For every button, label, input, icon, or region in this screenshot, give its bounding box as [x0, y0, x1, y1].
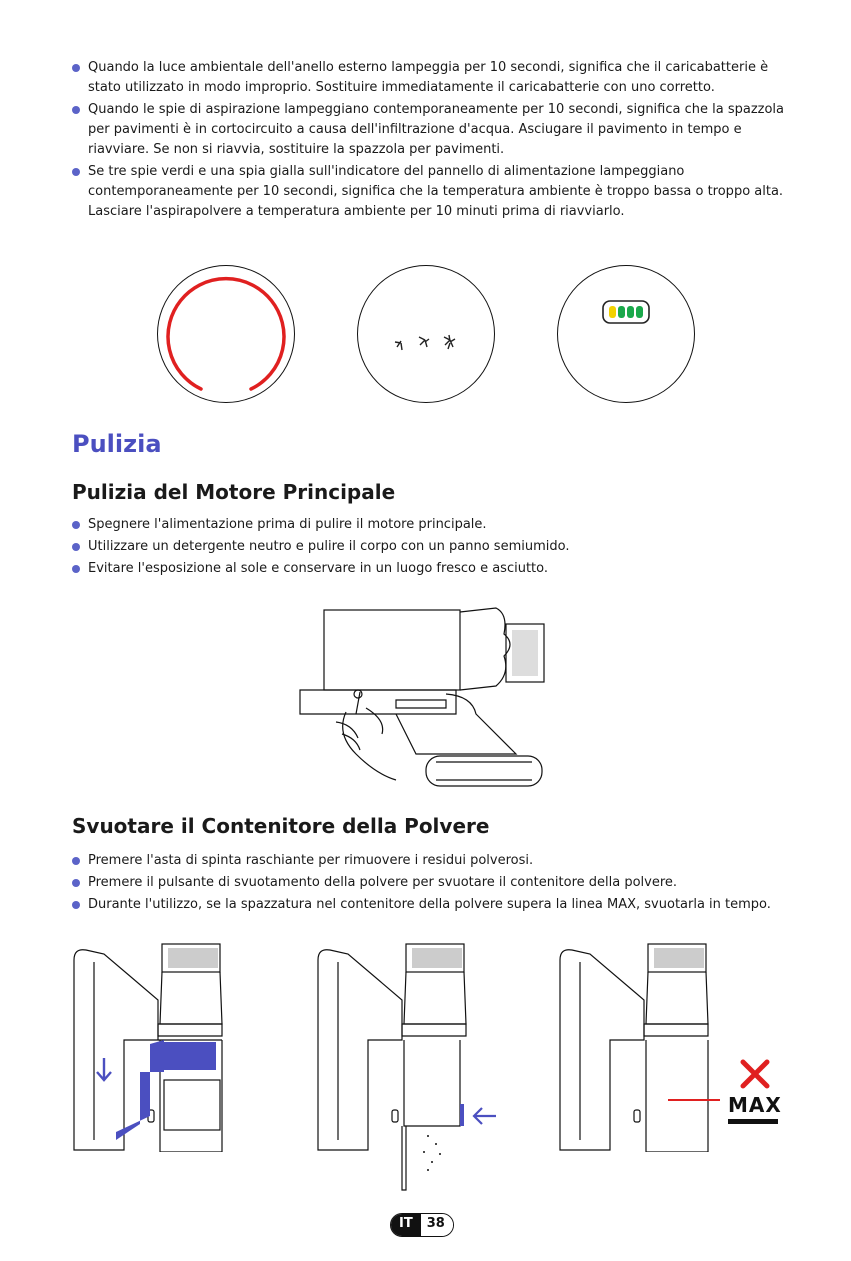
- motor-item: Evitare l'esposizione al sole e conservare in un luogo fresco e asciutto.: [70, 559, 790, 579]
- max-underline: [728, 1119, 778, 1124]
- page-number: [390, 1213, 454, 1237]
- max-label: MAX: [728, 1093, 782, 1117]
- section-title: Pulizia: [72, 430, 162, 458]
- empty-bin-list: [70, 851, 790, 917]
- arrow-icon: [474, 1108, 496, 1124]
- bin-item: Premere il pulsante di svuotamento della polvere per svuotare il contenitore della polvere.: [70, 873, 790, 893]
- red-ring-icon: [157, 265, 295, 403]
- empty-button-illustration: [308, 940, 498, 1194]
- bin-item: Durante l'utilizzo, se la spazzatura nel contenitore della polvere supera la linea MAX, svuotarla in tempo.: [70, 895, 790, 915]
- x-mark-icon: [738, 1058, 772, 1090]
- warning-item: Se tre spie verdi e una spia gialla sull'indicatore del pannello di alimentazione lampeggiano contemporaneamente per 10 secondi, significa che la temperatura ambiente è troppo bassa o troppo alta. Lasciare l'aspirapolvere a temperatura ambiente per 10 minuti prima di riavviarlo.: [70, 162, 790, 222]
- motor-cleaning-list: [70, 515, 790, 581]
- max-line-illustration: [550, 940, 720, 1152]
- battery-indicator: [557, 265, 695, 403]
- empty-bin-title: Svuotare il Contenitore della Polvere: [72, 814, 490, 838]
- motor-cleaning-title: Pulizia del Motore Principale: [72, 480, 396, 504]
- page-num: 38: [421, 1214, 453, 1236]
- fan-icon: [357, 265, 495, 403]
- suction-indicator: [357, 265, 495, 403]
- warning-item: Quando la luce ambientale dell'anello esterno lampeggia per 10 secondi, significa che il caricabatterie è stato utilizzato in modo improprio. Sostituire immediatamente il caricabatterie con uno corretto.: [70, 58, 790, 98]
- motor-item: Spegnere l'alimentazione prima di pulire il motore principale.: [70, 515, 790, 535]
- arrow-icon: [97, 1058, 111, 1080]
- motor-wiping-illustration: [296, 604, 552, 796]
- bin-item: Premere l'asta di spinta raschiante per rimuovere i residui polverosi.: [70, 851, 790, 871]
- battery-icon: [557, 265, 695, 403]
- ring-light-indicator: [157, 265, 295, 403]
- scraper-push-illustration: [64, 940, 234, 1152]
- warning-list: [70, 58, 790, 224]
- language-code: IT: [391, 1214, 421, 1236]
- warning-item: Quando le spie di aspirazione lampeggiano contemporaneamente per 10 secondi, significa che la spazzola per pavimenti è in cortocircuito a causa dell'infiltrazione d'acqua. Asciugare il pavimento in tempo e riavviare. Se non si riavvia, sostituire la spazzola per pavimenti.: [70, 100, 790, 160]
- motor-item: Utilizzare un detergente neutro e pulire il corpo con un panno semiumido.: [70, 537, 790, 557]
